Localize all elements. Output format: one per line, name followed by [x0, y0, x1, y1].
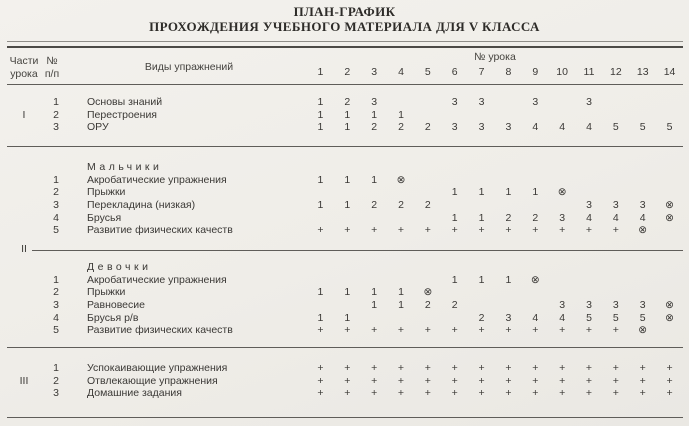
row-number: 1 — [53, 96, 59, 109]
lesson-cell: 5 — [639, 121, 646, 134]
lesson-number: 13 — [636, 66, 649, 79]
lesson-cell: 3 — [371, 96, 378, 109]
lesson-cell: + — [478, 362, 485, 375]
lesson-cell: 1 — [344, 173, 351, 186]
lesson-cell: 3 — [639, 199, 646, 212]
lesson-cell: 3 — [586, 96, 592, 109]
lesson-number: 5 — [424, 66, 431, 79]
lesson-cell: + — [317, 362, 324, 375]
subheader-row — [7, 261, 683, 274]
lesson-cell: ⊗ — [423, 286, 433, 299]
table-row — [7, 121, 683, 134]
table-row — [7, 186, 683, 199]
lesson-cell: 5 — [586, 311, 592, 324]
row-number: 5 — [53, 224, 59, 237]
header-parts-line1: Части — [9, 55, 39, 67]
table-row — [7, 286, 683, 299]
lesson-number: 12 — [610, 66, 622, 79]
table-row — [7, 387, 683, 400]
lesson-cell: + — [666, 362, 673, 375]
lesson-cell: + — [559, 362, 566, 375]
lesson-cell: ⊗ — [557, 186, 567, 199]
lesson-cell: 1 — [317, 311, 324, 324]
lesson-cell: + — [612, 387, 619, 400]
lesson-cell: + — [397, 387, 405, 400]
subheader-label: Мальчики — [87, 161, 163, 174]
lesson-cell: 1 — [398, 286, 404, 299]
lesson-cell: 3 — [586, 199, 592, 212]
lesson-cell: + — [397, 362, 405, 375]
lesson-cell: + — [397, 224, 405, 237]
lesson-cell: + — [397, 374, 405, 387]
lesson-cell: + — [559, 387, 566, 400]
lesson-cell: 2 — [371, 121, 378, 134]
lesson-number: 11 — [583, 66, 595, 79]
lesson-cell: + — [424, 362, 431, 375]
lesson-cell: + — [451, 387, 458, 400]
lesson-cell: 4 — [612, 211, 619, 224]
lesson-cell: + — [371, 387, 378, 400]
lesson-cell: 1 — [371, 173, 378, 186]
lesson-cell: + — [451, 374, 458, 387]
lesson-cell: + — [505, 374, 512, 387]
part-label-i: I — [22, 109, 26, 121]
exercise-name: ОРУ — [87, 121, 109, 134]
lesson-cell: + — [344, 374, 351, 387]
lesson-cell: 3 — [639, 299, 646, 312]
lesson-cell: + — [505, 362, 512, 375]
section-ii-girls-rows — [7, 261, 683, 337]
lesson-cell: + — [585, 224, 593, 237]
exercise-name: Брусья — [87, 211, 122, 224]
lesson-cell: 5 — [612, 121, 619, 134]
lesson-cell: 1 — [371, 299, 378, 312]
exercise-name: Успокаивающие упражнения — [87, 362, 228, 375]
rule-header-bottom — [7, 84, 683, 85]
lesson-cell: ⊗ — [665, 311, 674, 324]
header-num-line2: п/п — [44, 68, 60, 80]
table-row — [7, 299, 683, 312]
lesson-cell: 3 — [478, 121, 485, 134]
exercise-name: Развитие физических качеств — [87, 224, 233, 237]
row-number: 3 — [53, 387, 59, 400]
row-number: 1 — [53, 173, 59, 186]
exercise-name: Основы знаний — [87, 96, 163, 109]
header-parts-line2: урока — [10, 68, 38, 80]
section-ii-boys-rows — [7, 161, 683, 237]
lesson-cell: + — [424, 224, 431, 237]
table-row — [7, 199, 683, 212]
lesson-cell: + — [612, 362, 619, 375]
lesson-number: 1 — [317, 66, 324, 79]
part-label-iii: III — [19, 375, 29, 387]
header-lesson-number: № урока — [474, 51, 516, 63]
lesson-cell: 1 — [451, 211, 458, 224]
lesson-cell: 3 — [612, 299, 619, 312]
table-row — [7, 224, 683, 237]
lesson-cell: + — [317, 387, 324, 400]
lesson-cell: 4 — [559, 311, 566, 324]
row-number: 2 — [53, 286, 59, 299]
lesson-cell: 3 — [559, 299, 566, 312]
lesson-cell: + — [612, 324, 619, 337]
rule-table-bottom — [7, 417, 683, 418]
lesson-number: 9 — [532, 66, 539, 79]
lesson-cell: + — [559, 224, 566, 237]
lesson-numbers-row — [7, 66, 683, 79]
exercise-name: Прыжки — [87, 186, 126, 199]
lesson-cell: 5 — [666, 121, 673, 134]
lesson-cell: + — [424, 324, 431, 337]
lesson-cell: 1 — [317, 199, 324, 212]
lesson-cell: 5 — [639, 311, 646, 324]
table-row — [7, 109, 683, 122]
table-row — [7, 362, 683, 375]
lesson-cell: 1 — [398, 299, 404, 312]
lesson-cell: ⊗ — [396, 173, 406, 186]
exercise-name: Домашние задания — [87, 387, 182, 400]
lesson-cell: 1 — [451, 273, 458, 286]
lesson-cell: 4 — [586, 211, 592, 224]
exercise-name: Отвлекающие упражнения — [87, 374, 218, 387]
lesson-cell: + — [585, 362, 593, 375]
lesson-cell: 2 — [398, 121, 404, 134]
lesson-cell: 2 — [398, 199, 404, 212]
table-row — [7, 274, 683, 287]
lesson-cell: + — [451, 224, 458, 237]
lesson-cell: + — [424, 374, 431, 387]
lesson-cell: 2 — [451, 299, 458, 312]
lesson-number: 10 — [556, 66, 568, 79]
lesson-cell: 1 — [344, 121, 351, 134]
lesson-cell: 1 — [317, 108, 324, 121]
lesson-cell: + — [559, 324, 566, 337]
lesson-cell: 1 — [317, 96, 324, 109]
lesson-number: 2 — [344, 66, 351, 79]
lesson-cell: 3 — [586, 299, 592, 312]
section-i-rows — [7, 96, 683, 134]
lesson-cell: + — [532, 362, 539, 375]
lesson-cell: 3 — [478, 96, 485, 109]
subheader-row — [7, 161, 683, 174]
lesson-cell: + — [559, 374, 566, 387]
lesson-cell: 3 — [505, 311, 512, 324]
lesson-cell: + — [344, 387, 351, 400]
lesson-cell: + — [585, 374, 593, 387]
lesson-cell: 1 — [317, 173, 324, 186]
lesson-cell: 5 — [612, 311, 619, 324]
lesson-cell: + — [317, 224, 324, 237]
lesson-cell: + — [612, 224, 619, 237]
lesson-number: 6 — [451, 66, 458, 79]
rule-section2-bottom — [7, 347, 683, 348]
lesson-cell: 1 — [398, 108, 404, 121]
lesson-cell: 3 — [451, 96, 458, 109]
lesson-cell: + — [532, 387, 539, 400]
subheader-label: Девочки — [87, 261, 152, 274]
lesson-cell: 1 — [344, 108, 351, 121]
table-row — [7, 324, 683, 337]
lesson-cell: + — [639, 374, 646, 387]
exercise-name: Развитие физических качеств — [87, 324, 233, 337]
lesson-cell: + — [344, 324, 351, 337]
lesson-cell: 1 — [478, 273, 485, 286]
lesson-cell: + — [451, 362, 458, 375]
lesson-cell: + — [666, 374, 673, 387]
lesson-cell: 1 — [478, 211, 485, 224]
rule-top-thin — [7, 41, 683, 42]
lesson-cell: 2 — [478, 311, 485, 324]
table-row — [7, 96, 683, 109]
lesson-cell: ⊗ — [665, 299, 674, 312]
lesson-cell: 2 — [505, 211, 512, 224]
lesson-cell: + — [639, 387, 646, 400]
document-title-line2: ПРОХОЖДЕНИЯ УЧЕБНОГО МАТЕРИАЛА ДЛЯ V КЛАССА — [149, 19, 540, 34]
lesson-cell: + — [585, 387, 593, 400]
exercise-name: Брусья р/в — [87, 311, 139, 324]
exercise-name: Акробатические упражнения — [87, 273, 227, 286]
lesson-number: 4 — [398, 66, 404, 79]
row-number: 2 — [53, 186, 59, 199]
row-number: 3 — [53, 121, 59, 134]
lesson-cell: 3 — [532, 96, 539, 109]
table-row — [7, 311, 683, 324]
lesson-cell: + — [478, 374, 485, 387]
rule-top-thick — [7, 46, 683, 48]
lesson-cell: + — [371, 224, 378, 237]
lesson-cell: 1 — [344, 311, 351, 324]
table-row — [7, 375, 683, 388]
lesson-cell: 3 — [612, 199, 619, 212]
lesson-cell: + — [371, 374, 378, 387]
header-num-line1: № — [46, 55, 58, 67]
lesson-cell: + — [666, 387, 673, 400]
lesson-cell: 1 — [505, 273, 512, 286]
lesson-cell: + — [639, 362, 646, 375]
row-number: 2 — [53, 108, 59, 121]
table-row — [7, 211, 683, 224]
lesson-cell: 2 — [532, 211, 539, 224]
header-exercise-types: Виды упражнений — [144, 61, 234, 73]
lesson-cell: 2 — [424, 199, 431, 212]
row-number: 3 — [53, 199, 59, 212]
section-iii-rows — [7, 362, 683, 400]
lesson-cell: 4 — [559, 121, 566, 134]
row-number: 2 — [53, 374, 59, 387]
lesson-cell: 1 — [371, 286, 378, 299]
lesson-number: 14 — [663, 66, 676, 79]
lesson-cell: 4 — [639, 211, 646, 224]
lesson-cell: 1 — [505, 186, 512, 199]
lesson-number: 8 — [505, 66, 512, 79]
row-number: 4 — [53, 211, 59, 224]
lesson-cell: 1 — [451, 186, 458, 199]
lesson-cell: 3 — [451, 121, 458, 134]
rule-boys-girls-divider — [32, 250, 683, 251]
lesson-cell: ⊗ — [665, 199, 674, 212]
lesson-cell: 4 — [532, 311, 539, 324]
exercise-name: Перестроения — [87, 108, 157, 121]
lesson-cell: + — [344, 362, 351, 375]
lesson-cell: + — [371, 362, 378, 375]
lesson-cell: ⊗ — [638, 224, 648, 237]
lesson-cell: 1 — [317, 121, 324, 134]
lesson-cell: 1 — [344, 199, 351, 212]
lesson-cell: + — [478, 387, 485, 400]
lesson-cell: 1 — [478, 186, 485, 199]
lesson-cell: + — [397, 324, 405, 337]
plan-table — [7, 0, 683, 426]
lesson-cell: 1 — [532, 186, 539, 199]
row-number: 1 — [53, 362, 59, 375]
lesson-cell: 3 — [559, 211, 566, 224]
lesson-number: 7 — [478, 66, 485, 79]
lesson-cell: + — [317, 324, 324, 337]
exercise-name: Перекладина (низкая) — [87, 199, 196, 212]
lesson-number: 3 — [371, 66, 378, 79]
exercise-name: Прыжки — [87, 286, 126, 299]
lesson-cell: + — [478, 224, 485, 237]
lesson-cell: ⊗ — [638, 324, 648, 337]
lesson-cell: + — [478, 324, 485, 337]
lesson-cell: ⊗ — [665, 211, 674, 224]
lesson-cell: + — [505, 387, 512, 400]
lesson-cell: 3 — [505, 121, 512, 134]
exercise-name: Акробатические упражнения — [87, 173, 227, 186]
lesson-cell: + — [532, 324, 539, 337]
rule-section1-bottom — [7, 146, 683, 147]
lesson-cell: 2 — [424, 299, 431, 312]
lesson-cell: 1 — [344, 286, 351, 299]
lesson-cell: 2 — [424, 121, 431, 134]
lesson-cell: + — [505, 324, 512, 337]
lesson-cell: + — [532, 224, 539, 237]
lesson-cell: + — [344, 224, 351, 237]
row-number: 3 — [53, 299, 59, 312]
part-label-ii: II — [21, 243, 27, 255]
document-title-line1: ПЛАН-ГРАФИК — [293, 4, 396, 19]
lesson-cell: + — [424, 387, 431, 400]
row-number: 5 — [53, 324, 59, 337]
lesson-cell: 4 — [586, 121, 592, 134]
lesson-cell: + — [505, 224, 512, 237]
lesson-cell: + — [612, 374, 619, 387]
lesson-cell: 4 — [532, 121, 539, 134]
lesson-cell: 1 — [317, 286, 324, 299]
table-row — [7, 174, 683, 187]
row-number: 1 — [53, 273, 59, 286]
exercise-name: Равновесие — [87, 299, 145, 312]
lesson-cell: + — [532, 374, 539, 387]
lesson-cell: 2 — [371, 199, 378, 212]
lesson-cell: + — [585, 324, 593, 337]
lesson-cell: ⊗ — [530, 273, 540, 286]
lesson-cell: 1 — [371, 108, 378, 121]
row-number: 4 — [53, 311, 59, 324]
lesson-cell: + — [371, 324, 378, 337]
lesson-cell: + — [317, 374, 324, 387]
lesson-cell: + — [451, 324, 458, 337]
lesson-cell: 2 — [344, 96, 351, 109]
